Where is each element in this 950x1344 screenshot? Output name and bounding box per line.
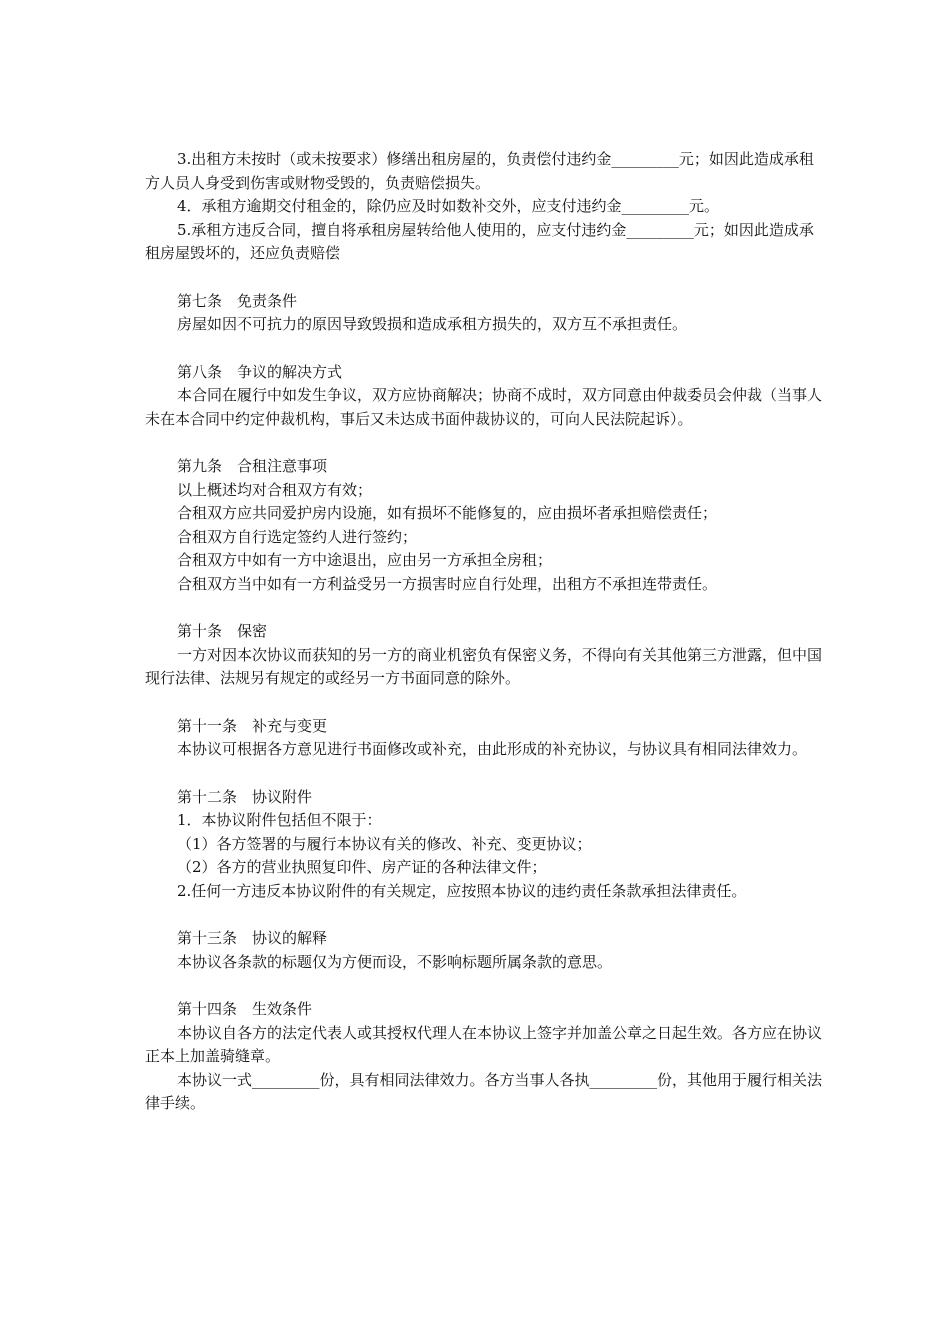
- clause-paragraph: 5.承租方违反合同，擅自将承租房屋转给他人使用的，应支付违约金_________元；如因此造成承租房屋毁坏的，还应负责赔偿: [145, 220, 814, 262]
- clause-paragraph: 4．承租方逾期交付租金的，除仍应及时如数补交外，应支付违约金_________元。: [177, 197, 720, 215]
- article-heading: 第七条 免责条件: [177, 291, 298, 310]
- clause-paragraph: 1．本协议附件包括但不限于：: [177, 811, 382, 829]
- article-heading: 第十条 保密: [177, 622, 268, 640]
- clause-paragraph: 合租双方自行选定签约人进行签约；: [177, 527, 418, 546]
- section-gap: [145, 596, 825, 620]
- section-gap: [145, 431, 825, 455]
- section-gap: [145, 974, 825, 998]
- article-heading: 第十四条 生效条件: [177, 1000, 313, 1018]
- article-section: [145, 361, 825, 432]
- clause-paragraph: 以上概述均对合租双方有效；: [177, 480, 373, 499]
- section-gap: [145, 691, 825, 715]
- clause-paragraph: 本协议一式_________份，具有相同法律效力。各方当事人各执_________份，其他用于履行相关法律手续。: [145, 1070, 823, 1112]
- clause-paragraph: 合租双方应共同爱护房内设施，如有损坏不能修复的，应由损坏者承担赔偿责任；: [177, 504, 718, 522]
- clause-paragraph: 合租双方当中如有一方利益受另一方损害时应自行处理，出租方不承担连带责任。: [177, 574, 718, 593]
- clause-paragraph: 合租双方中如有一方中途退出，应由另一方承担全房租；: [177, 551, 553, 569]
- section-gap: [145, 266, 825, 290]
- clause-paragraph: 本协议各条款的标题仅为方便而设，不影响标题所属条款的意思。: [177, 952, 613, 971]
- document-body: [145, 148, 825, 1116]
- section-gap: [145, 337, 825, 361]
- article-heading: 第八条 争议的解决方式: [177, 362, 343, 381]
- clause-paragraph: 房屋如因不可抗力的原因导致毁损和造成承租方损失的，双方互不承担责任。: [177, 315, 688, 333]
- clause-paragraph: 本协议自各方的法定代表人或其授权代理人在本协议上签字并加盖公章之日起生效。各方应在协议正本上加盖骑缝章。: [145, 1023, 823, 1065]
- clause-paragraph: 一方对因本次协议而获知的另一方的商业机密负有保密义务，不得向有关其他第三方泄露，但中国现行法律、法规另有规定的或经另一方书面同意的除外。: [145, 645, 823, 687]
- article-section: [145, 786, 825, 904]
- article-section: [145, 927, 825, 974]
- article-heading: 第九条 合租注意事项: [177, 457, 328, 475]
- clause-paragraph: 3.出租方未按时（或未按要求）修缮出租房屋的，负责偿付违约金_________元；如因此造成承租方人员人身受到伤害或财物受毁的，负责赔偿损失。: [145, 150, 814, 192]
- article-section: [145, 290, 825, 337]
- section-gap: [145, 762, 825, 786]
- article-section: [145, 148, 825, 266]
- clause-paragraph: 2.任何一方违反本协议附件的有关规定，应按照本协议的违约责任条款承担法律责任。: [177, 881, 747, 900]
- article-section: [145, 620, 825, 691]
- article-section: [145, 998, 825, 1116]
- article-heading: 第十一条 补充与变更: [177, 716, 328, 735]
- clause-paragraph: （1）各方签署的与履行本协议有关的修改、补充、变更协议；: [177, 834, 592, 853]
- article-heading: 第十三条 协议的解释: [177, 929, 328, 947]
- clause-paragraph: 本协议可根据各方意见进行书面修改或补充，由此形成的补充协议，与协议具有相同法律效力。: [177, 740, 808, 758]
- clause-paragraph: 本合同在履行中如发生争议，双方应协商解决；协商不成时，双方同意由仲裁委员会仲裁（当事人未在本合同中约定仲裁机构，事后又未达成书面仲裁协议的，可向人民法院起诉）。: [145, 386, 823, 428]
- article-section: [145, 455, 825, 596]
- clause-paragraph: （2）各方的营业执照复印件、房产证的各种法律文件；: [177, 858, 547, 876]
- article-heading: 第十二条 协议附件: [177, 787, 313, 806]
- section-gap: [145, 903, 825, 927]
- article-section: [145, 715, 825, 762]
